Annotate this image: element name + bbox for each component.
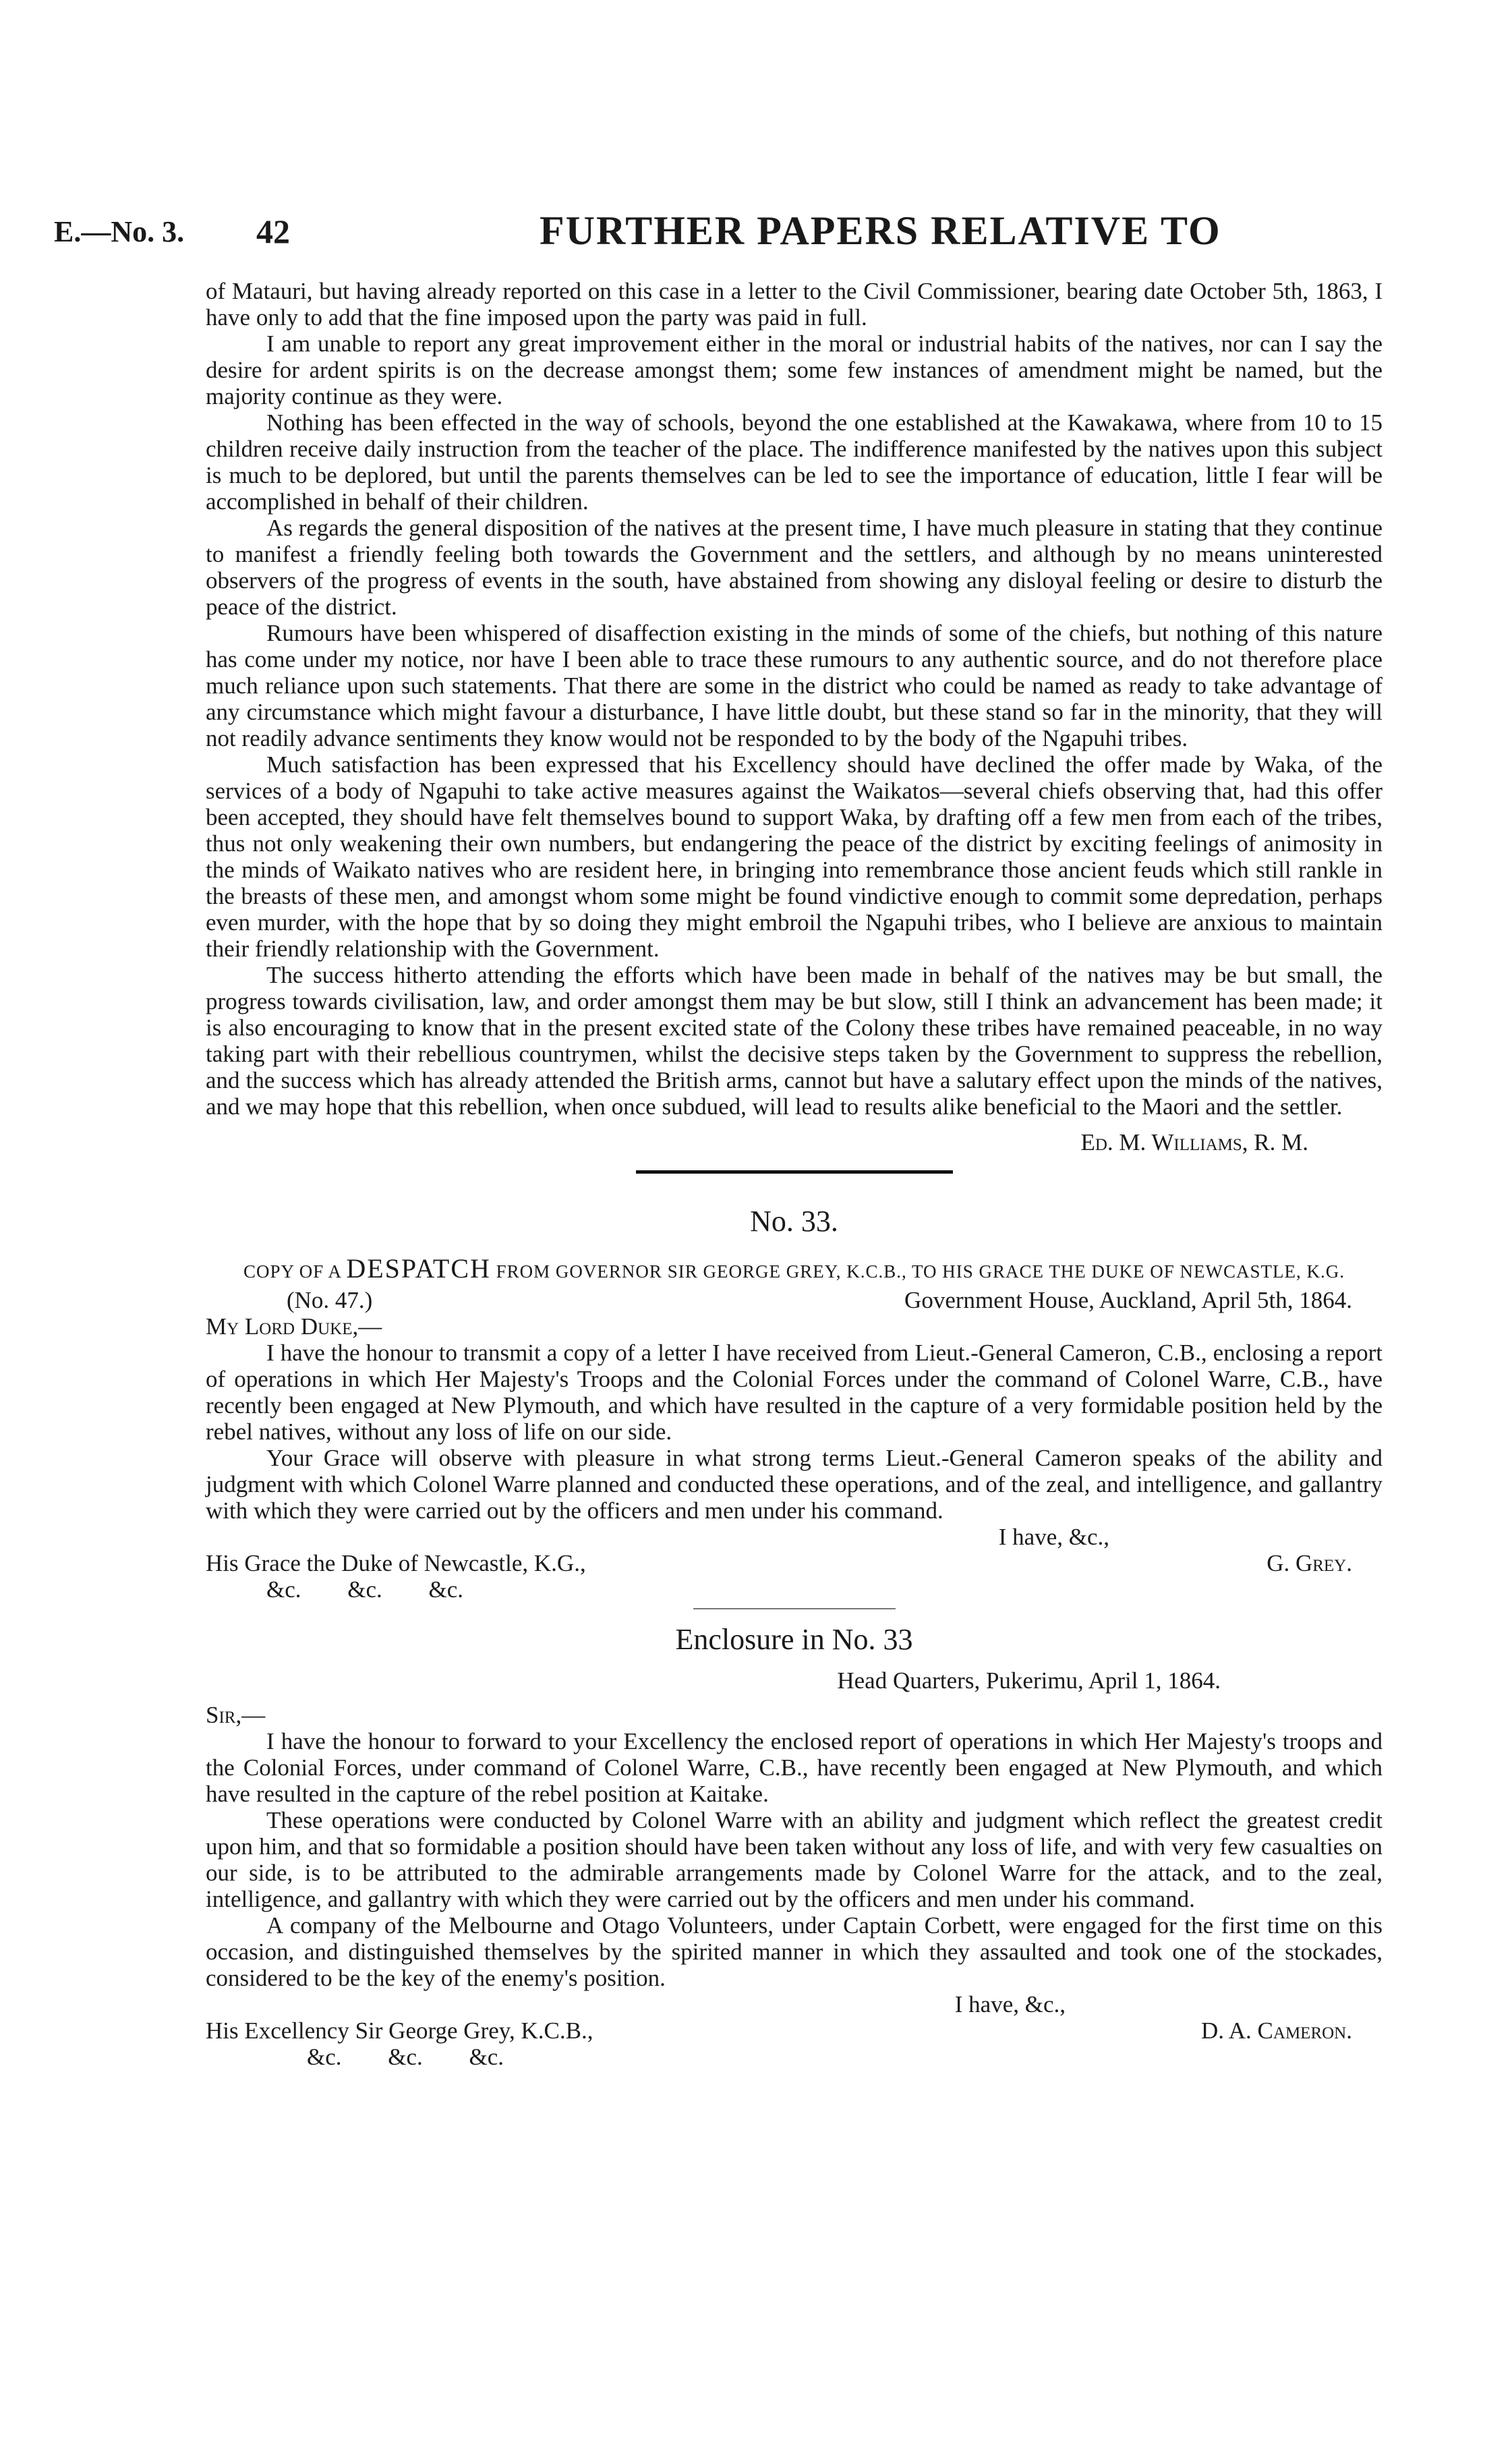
enclosure-closing: I have, &c., [954,1991,1066,2017]
report-paragraph: Rumours have been whispered of disaffection existing in the minds of some of the chiefs, but nothing of this nature has come under my notice, nor have I been able to trace these rumours to any authentic source, and do not therefore place much reliance upon such statements. That there are some in the district who could be named as ready to take advantage of any circumstance which might favour a disturbance, I have little doubt, but these stand so far in the minority, that they will not readily advance sentiments they know would not be responded to by the body of the Ngapuhi tribes. [206,620,1383,751]
despatch-title [206,1253,1383,1284]
despatch-salutation: My Lord Duke,— [206,1313,382,1340]
page-number: 42 [256,212,290,250]
paper-reference: E.—No. 3. [54,215,185,248]
despatch-section [206,1203,1383,1603]
despatch-signature: G. Grey. [1267,1550,1352,1576]
despatch-title-prefix: COPY OF A [243,1261,341,1282]
running-title: FURTHER PAPERS RELATIVE TO [540,208,1221,253]
despatch-sign-row [206,1550,1383,1576]
enclosure-place-date: Head Quarters, Pukerimu, April 1, 1864. [837,1667,1221,1694]
enclosure-paragraph: A company of the Melbourne and Otago Volunteers, under Captain Corbett, were engaged for the first time on this occasion, and distinguished themselves by the spirited manner in which they assaulted and took one of the stockades, considered to be the key of the enemy's position. [206,1912,1383,1991]
enclosure-heading: Enclosure in No. 33 [675,1623,913,1656]
report-paragraph: Nothing has been effected in the way of schools, beyond the one established at the Kawakawa, where from 10 to 15 children receive daily instruction from the teacher of the place. The indifference manifested by the natives upon this subject is much to be deplored, but until the parents themselves can be led to see the importance of education, little I fear will be accomplished in behalf of their children. [206,409,1383,515]
page-body [206,278,1383,2070]
report-signature: Ed. M. Williams, R. M. [1080,1129,1308,1155]
enclosure-signature: D. A. Cameron. [1200,2017,1352,2044]
despatch-ref-number: (No. 47.) [287,1287,373,1313]
section-divider [636,1170,953,1174]
enclosure-paragraph: I have the honour to forward to your Excellency the enclosed report of operations in which Her Majesty's troops and the Colonial Forces, under command of Colonel Warre, C.B., have recently been engaged at New Plymouth, and which have resulted in the capture of the rebel position at Kaitake. [206,1728,1383,1807]
despatch-ref-row [206,1287,1383,1313]
enclosure-divider [693,1608,896,1609]
report-paragraph: I am unable to report any great improvement either in the moral or industrial habits of the natives, nor can I say the desire for ardent spirits is on the decrease amongst them; some few instances of amendment might be named, but the majority continue as they were. [206,331,1383,409]
report-paragraph: Much satisfaction has been expressed that his Excellency should have declined the offer made by Waka, of the services of a body of Ngapuhi to take active measures against the Waikatos—several chiefs observing that, had this offer been accepted, they should have felt themselves bound to support Waka, by drafting off a few men from each of the tribes, thus not only weakening their own numbers, but endangering the peace of the district by exciting feelings of animosity in the minds of Waikato natives who are resident here, in bringing into remembrance those ancient feuds which still rankle in the breasts of these men, and amongst whom some might be found vindictive enough to commit some depredation, perhaps even murder, with the hope that by so doing they might embroil the Ngapuhi tribes, who I believe are anxious to maintain their friendly relationship with the Government. [206,751,1383,962]
enclosure-addressee: His Excellency Sir George Grey, K.C.B., [206,2017,593,2044]
enclosure-sign-row [206,2017,1383,2044]
despatch-place-date: Government House, Auckland, April 5th, 1864. [904,1287,1352,1313]
despatch-addressee: His Grace the Duke of Newcastle, K.G., [206,1550,586,1576]
despatch-title-word: DESPATCH [346,1253,491,1284]
resident-magistrate-report [206,278,1383,1155]
despatch-etc: &c. &c. &c. [266,1576,464,1603]
despatch-closing: I have, &c., [998,1524,1109,1550]
despatch-number-heading: No. 33. [750,1205,838,1238]
enclosure-salutation: Sir,— [206,1702,266,1728]
report-paragraph: As regards the general disposition of the natives at the present time, I have much pleasure in stating that they continue to manifest a friendly feeling both towards the Government and the settlers, and although by no means uninterested observers of the progress of events in the south, have abstained from showing any disloyal feeling or desire to disturb the peace of the district. [206,515,1383,620]
enclosure-etc: &c. &c. &c. [307,2044,504,2070]
despatch-title-rest: FROM GOVERNOR SIR GEORGE GREY, K.C.B., TO HIS GRACE THE DUKE OF NEWCASTLE, K.G. [496,1261,1345,1282]
report-paragraph: The success hitherto attending the efforts which have been made in behalf of the natives may be but small, the progress towards civilisation, law, and order amongst them may be but slow, still I think an advancement has been made; it is also encouraging to know that in the present excited state of the Colony these tribes have remained peaceable, in no way taking part with their rebellious countrymen, whilst the decisive steps taken by the Government to suppress the rebellion, and the success which has already attended the British arms, cannot but have a salutary effect upon the minds of the natives, and we may hope that this rebellion, when once subdued, will lead to results alike beneficial to the Maori and the settler. [206,962,1383,1120]
enclosure-section [206,1622,1383,2070]
despatch-paragraph: I have the honour to transmit a copy of a letter I have received from Lieut.-General Cameron, C.B., enclosing a report of operations in which Her Majesty's Troops and the Colonial Forces under the command of Colonel Warre, C.B., have recently been engaged at New Plymouth, and which have resulted in the capture of a very formidable position held by the rebel natives, without any loss of life on our side. [206,1340,1383,1445]
page-header [54,202,1403,256]
despatch-paragraph: Your Grace will observe with pleasure in what strong terms Lieut.-General Cameron speaks of the ability and judgment with which Colonel Warre planned and conducted these operations, and of the zeal, and intelligence, and gallantry with which they were carried out by the officers and men under his command. [206,1445,1383,1524]
report-paragraph: of Matauri, but having already reported on this case in a letter to the Civil Commissioner, bearing date October 5th, 1863, I have only to add that the fine imposed upon the party was paid in full. [206,278,1383,331]
enclosure-paragraph: These operations were conducted by Colonel Warre with an ability and judgment which reflect the greatest credit upon him, and that so formidable a position should have been taken without any loss of life, and with very few casualties on our side, is to be attributed to the admirable arrangements made by Colonel Warre for the attack, and to the zeal, intelligence, and gallantry with which they were carried out by the officers and men under his command. [206,1807,1383,1912]
